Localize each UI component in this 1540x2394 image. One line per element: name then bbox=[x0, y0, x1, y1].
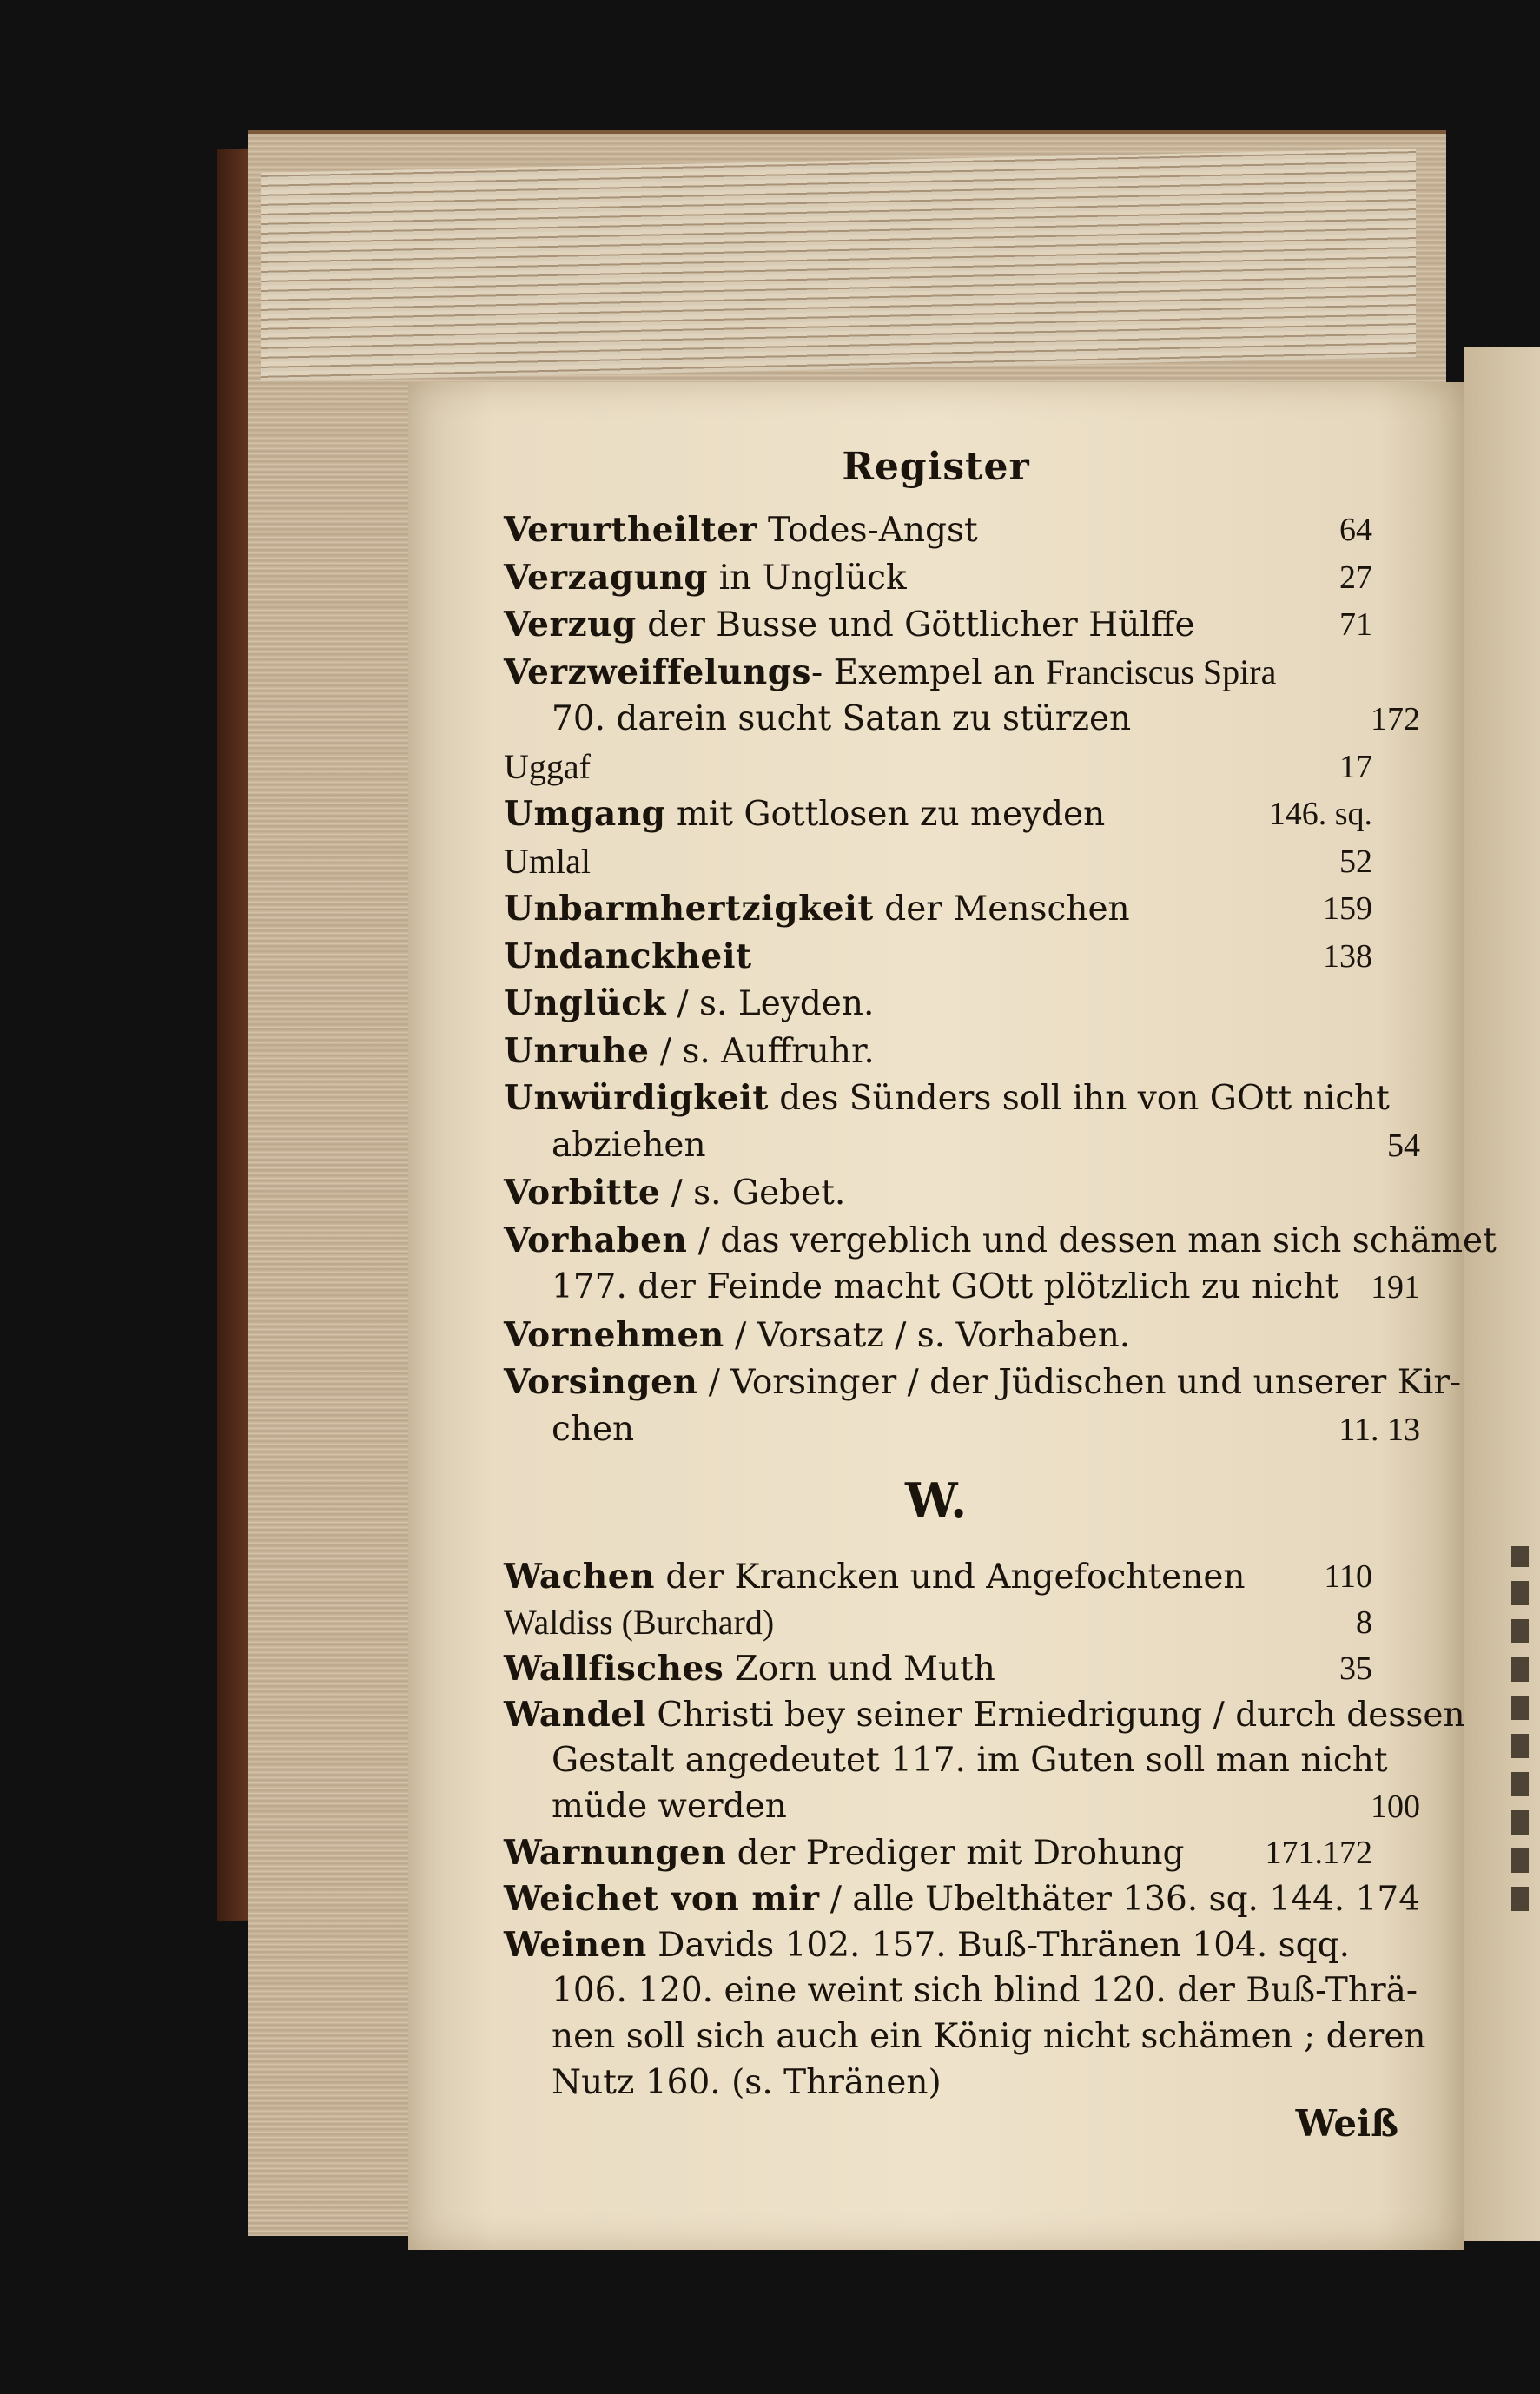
entry-text: der Krancken und Angefochtenen bbox=[654, 1557, 1246, 1597]
page-block-top bbox=[261, 149, 1416, 381]
register-entry bbox=[552, 1404, 1420, 1456]
entry-page-number: 54 bbox=[1387, 1127, 1420, 1164]
register-entry bbox=[504, 552, 1372, 604]
entry-latin-text: Uggaf bbox=[504, 746, 591, 786]
entry-text: abziehen bbox=[552, 1125, 706, 1165]
entry-headword: Warnungen bbox=[504, 1833, 727, 1873]
entry-headword: Vorhaben bbox=[504, 1220, 688, 1260]
entry-headword: Verzagung bbox=[504, 557, 709, 598]
entry-page-number: 171.172 bbox=[1265, 1835, 1372, 1871]
register-entry bbox=[504, 1167, 1372, 1219]
entry-text: Davids 102. 157. Buß-Thränen 104. sqq. bbox=[646, 1926, 1350, 1965]
entry-text: Todes-Angst bbox=[757, 511, 978, 550]
register-entry bbox=[504, 1072, 1390, 1124]
register-entry bbox=[504, 836, 1372, 888]
entry-text: 177. der Feinde macht GOtt plötzlich zu nicht bbox=[552, 1267, 1339, 1306]
entry-text: Christi bey seiner Erniedrigung / durch dessen bbox=[645, 1696, 1465, 1735]
entry-headword: Verzug bbox=[504, 605, 637, 645]
entry-text: / s. Auffruhr. bbox=[649, 1031, 875, 1071]
entry-headword: Undanckheit bbox=[504, 936, 752, 976]
entry-text: der Prediger mit Drohung bbox=[726, 1834, 1185, 1873]
entry-page-number: 191 bbox=[1371, 1269, 1420, 1306]
entry-headword: Vorbitte bbox=[504, 1173, 661, 1213]
entry-text: nen soll sich auch ein König nicht schämen ; deren bbox=[552, 2017, 1426, 2056]
entry-headword: Unwürdigkeit bbox=[504, 1078, 769, 1118]
register-entry bbox=[552, 1781, 1420, 1833]
register-entry bbox=[552, 1735, 1420, 1787]
entry-headword: Unruhe bbox=[504, 1030, 650, 1071]
entry-headword: Wandel bbox=[504, 1695, 646, 1735]
facing-page-ink bbox=[1511, 1546, 1529, 1911]
entry-headword: Wallfisches bbox=[504, 1649, 724, 1689]
facing-page-strip bbox=[1464, 347, 1540, 2241]
entry-page-number: 138 bbox=[1323, 937, 1372, 975]
entry-latin-text: Waldiss (Burchard) bbox=[504, 1603, 775, 1642]
entry-text: in Unglück bbox=[708, 558, 907, 598]
entry-headword: Unbarmhertzigkeit bbox=[504, 889, 874, 929]
entry-text: Nutz 160. (s. Thränen) bbox=[552, 2063, 942, 2102]
entry-page-number: 8 bbox=[1356, 1604, 1372, 1641]
register-entry bbox=[504, 883, 1372, 935]
register-entry bbox=[504, 1689, 1465, 1741]
entry-page-number: 71 bbox=[1339, 606, 1372, 643]
entry-text: der Busse und Göttlicher Hülffe bbox=[636, 605, 1195, 645]
entry-text: chen bbox=[552, 1409, 635, 1449]
register-page bbox=[408, 382, 1497, 2250]
entry-headword: Verzweiffelungs bbox=[504, 651, 812, 692]
entry-page-number: 17 bbox=[1339, 748, 1372, 785]
entry-text: müde werden bbox=[552, 1787, 787, 1826]
register-entry bbox=[504, 1873, 1421, 1925]
entry-text: / alle Ubelthäter 136. sq. 144. 174 bbox=[819, 1880, 1421, 1919]
register-entry bbox=[552, 1120, 1420, 1172]
entry-page-number: 35 bbox=[1339, 1650, 1372, 1687]
register-entry bbox=[552, 693, 1420, 745]
entry-headword: Vorsingen bbox=[504, 1362, 698, 1402]
entry-page-number: 11. 13 bbox=[1338, 1411, 1420, 1448]
register-entry bbox=[504, 1827, 1372, 1879]
register-entry bbox=[504, 1551, 1372, 1603]
entry-page-number: 172 bbox=[1371, 701, 1420, 737]
entry-page-number: 159 bbox=[1323, 890, 1372, 927]
register-entry bbox=[504, 788, 1372, 840]
entry-text: / s. Gebet. bbox=[660, 1174, 846, 1213]
entry-text: / Vorsinger / der Jüdischen und unserer Kir- bbox=[697, 1363, 1462, 1402]
register-entry bbox=[504, 504, 1372, 556]
register-entry bbox=[504, 646, 1372, 698]
register-entry bbox=[552, 2057, 1420, 2109]
entry-page-number: 100 bbox=[1371, 1789, 1420, 1825]
entry-text: / s. Leyden. bbox=[666, 984, 875, 1023]
entry-headword: Wachen bbox=[504, 1557, 655, 1597]
entry-headword: Weinen bbox=[504, 1925, 647, 1965]
register-entry bbox=[504, 1309, 1372, 1361]
register-entry bbox=[504, 977, 1372, 1029]
register-entry bbox=[552, 2011, 1426, 2063]
entry-text: mit Gottlosen zu meyden bbox=[665, 795, 1106, 834]
register-entry bbox=[504, 1356, 1462, 1408]
entry-text: des Sünders soll ihn von GOtt nicht bbox=[768, 1079, 1390, 1118]
running-head: Register bbox=[842, 445, 1030, 489]
entry-latin-text: Umlal bbox=[504, 841, 591, 881]
entry-page-number: 110 bbox=[1324, 1558, 1372, 1595]
register-entry bbox=[504, 741, 1372, 793]
section-letter-w: W. bbox=[904, 1472, 968, 1528]
entry-latin-text: Franciscus Spira bbox=[1045, 651, 1277, 691]
entry-headword: Unglück bbox=[504, 983, 667, 1023]
register-entry bbox=[552, 1261, 1420, 1313]
entry-text: 70. darein sucht Satan zu stürzen bbox=[552, 699, 1132, 738]
catchword: Weiß bbox=[1295, 2102, 1398, 2145]
entry-page-number: 27 bbox=[1339, 559, 1372, 596]
entry-headword: Vornehmen bbox=[504, 1314, 724, 1355]
register-entry bbox=[504, 1597, 1372, 1649]
register-entry bbox=[504, 930, 1372, 982]
entry-text: / Vorsatz / s. Vorhaben. bbox=[724, 1315, 1131, 1355]
entry-headword: Verurtheilter bbox=[504, 510, 757, 550]
entry-text: Gestalt angedeutet 117. im Guten soll man nicht bbox=[552, 1741, 1388, 1780]
entry-text: 106. 120. eine weint sich blind 120. der Buß-Thrä- bbox=[552, 1971, 1418, 2010]
entry-page-number: 52 bbox=[1339, 843, 1372, 880]
register-entry bbox=[504, 1643, 1372, 1695]
register-entry bbox=[504, 1025, 1372, 1077]
entry-headword: Umgang bbox=[504, 794, 666, 834]
entry-text: - Exempel an bbox=[811, 652, 1046, 692]
entry-page-number: 146. sq. bbox=[1268, 796, 1372, 832]
entry-text: der Menschen bbox=[873, 889, 1130, 929]
entry-text: Zorn und Muth bbox=[724, 1650, 995, 1689]
register-entry bbox=[504, 598, 1372, 651]
register-entry bbox=[504, 1214, 1497, 1266]
register-entry bbox=[504, 1919, 1372, 1971]
entry-headword: Weichet von mir bbox=[504, 1879, 820, 1919]
entry-text: / das vergeblich und dessen man sich schämet bbox=[687, 1220, 1497, 1260]
register-entry bbox=[552, 1965, 1420, 2017]
entry-page-number: 64 bbox=[1339, 512, 1372, 548]
